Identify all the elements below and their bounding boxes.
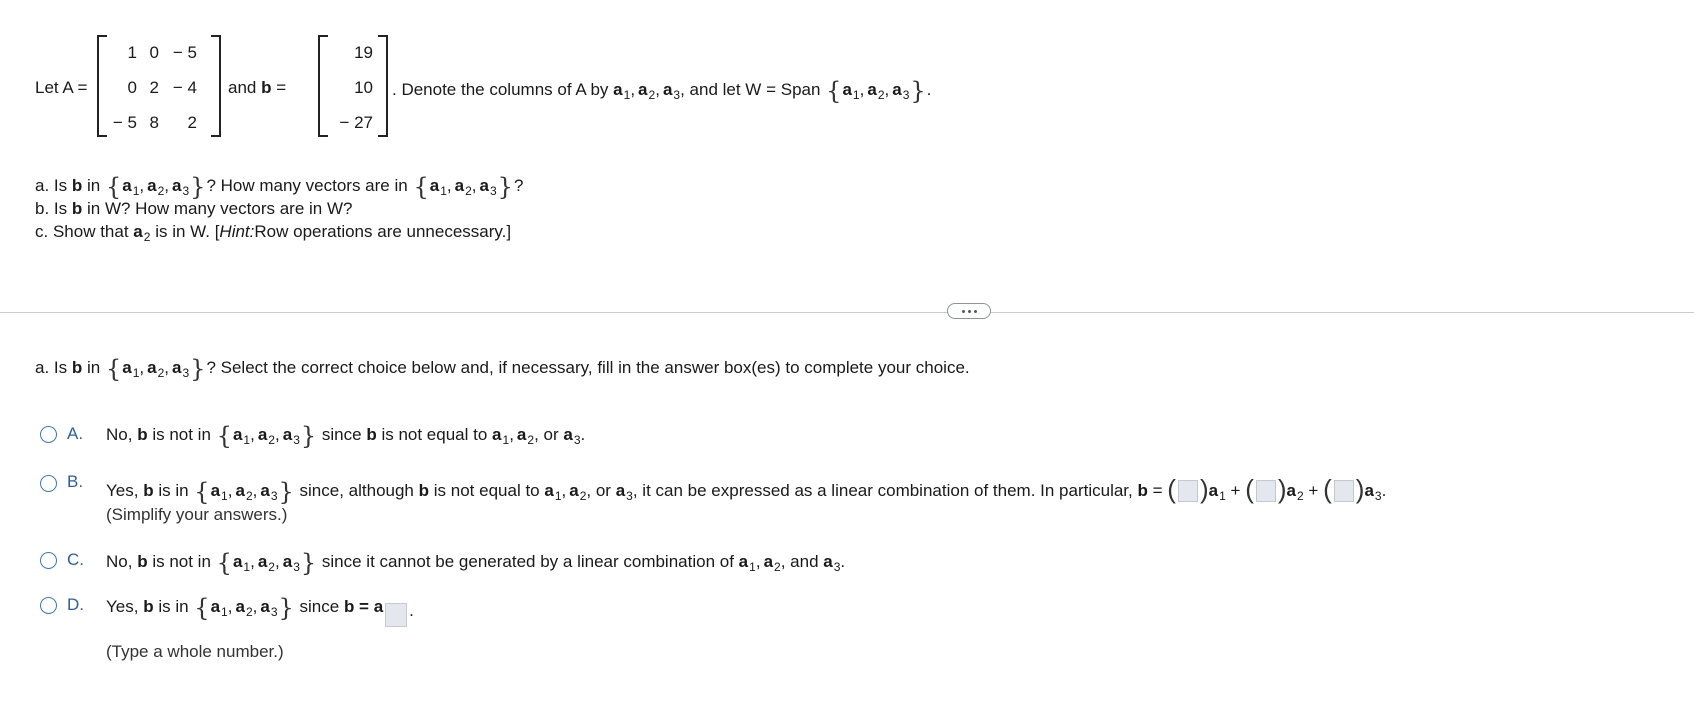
and-b-label: and b = (228, 78, 287, 97)
matrix-a-cell: 0 (149, 43, 159, 62)
matrix-a-cell: 0 (127, 78, 137, 97)
vector-b (318, 35, 388, 137)
choice-a-radio[interactable] (40, 426, 57, 443)
section-divider (0, 312, 1694, 313)
matrix-a-cell: − 4 (172, 78, 197, 97)
index-input[interactable] (385, 603, 407, 627)
choice-a-letter: A. (67, 424, 84, 443)
denote-text: . Denote the columns of A by a 1 , a 2 , a 3 , and let W = Span { a 1 , a 2 , a 3 } . (392, 77, 932, 105)
vector-b-cell: 10 (354, 78, 373, 97)
matrix-a (97, 35, 221, 137)
let-a-label: Let A = (35, 78, 88, 97)
matrix-a-cell: 2 (149, 78, 159, 97)
choice-b-text[interactable]: Yes, b is in { a 1 , a 2 , a 3 } since, although b is not equal to a 1 , a 2 , or a 3 , it can be expressed as a linear combination of them. In particular, b = ( ) a 1 + ( ) a 2 + ( ) a 3 . (106, 474, 1387, 506)
choice-d-note: (Type a whole number.) (106, 642, 284, 661)
matrix-a-cell: 8 (149, 113, 159, 132)
problem-statement (35, 78, 87, 98)
vector-b-cell: − 27 (339, 113, 373, 132)
choice-c-radio[interactable] (40, 552, 57, 569)
coef-1-input[interactable] (1178, 480, 1198, 502)
set-a1-a2-a3: { a 1 , a 2 , a 3 } (826, 77, 926, 105)
matrix-a-cell: − 5 (112, 113, 137, 132)
matrix-a-cell: − 5 (172, 43, 197, 62)
choice-b-note: (Simplify your answers.) (106, 505, 288, 524)
coef-2-input[interactable] (1256, 480, 1276, 502)
question-c: c. Show that a 2 is in W. [ Hint: Row operations are unnecessary.] (35, 222, 512, 244)
choice-a-text[interactable]: No, b is not in { a 1 , a 2 , a 3 } since b is not equal to a 1 , a 2 , or a 3 . (106, 422, 586, 450)
coef-3-input[interactable] (1334, 480, 1354, 502)
question-b: b. Is b in W? How many vectors are in W? (35, 199, 353, 218)
choice-b-letter: B. (67, 472, 84, 491)
choice-c-letter: C. (67, 550, 84, 569)
choice-d-text[interactable]: Yes, b is in { a 1 , a 2 , a 3 } since b = a . (106, 595, 414, 619)
choice-d-letter: D. (67, 595, 84, 614)
choice-b-radio[interactable] (40, 475, 57, 492)
vector-b-cell: 19 (354, 43, 373, 62)
question-a: a. Is b in { a 1 , a 2 , a 3 } ? How many vectors are in { a 1 , a 2 , a 3 } ? (35, 173, 524, 201)
matrix-a-cell: 1 (127, 43, 137, 62)
choice-c-text[interactable]: No, b is not in { a 1 , a 2 , a 3 } since it cannot be generated by a linear combination of a 1 , a 2 , and a 3 . (106, 549, 846, 577)
matrix-a-cell: 2 (187, 113, 197, 132)
expand-more-button[interactable] (947, 303, 991, 319)
answer-prompt: a. Is b in { a 1 , a 2 , a 3 } ? Select the correct choice below and, if necessary, fill in the answer box(es) to complete your choice. (35, 355, 970, 383)
choice-d-radio[interactable] (40, 597, 57, 614)
